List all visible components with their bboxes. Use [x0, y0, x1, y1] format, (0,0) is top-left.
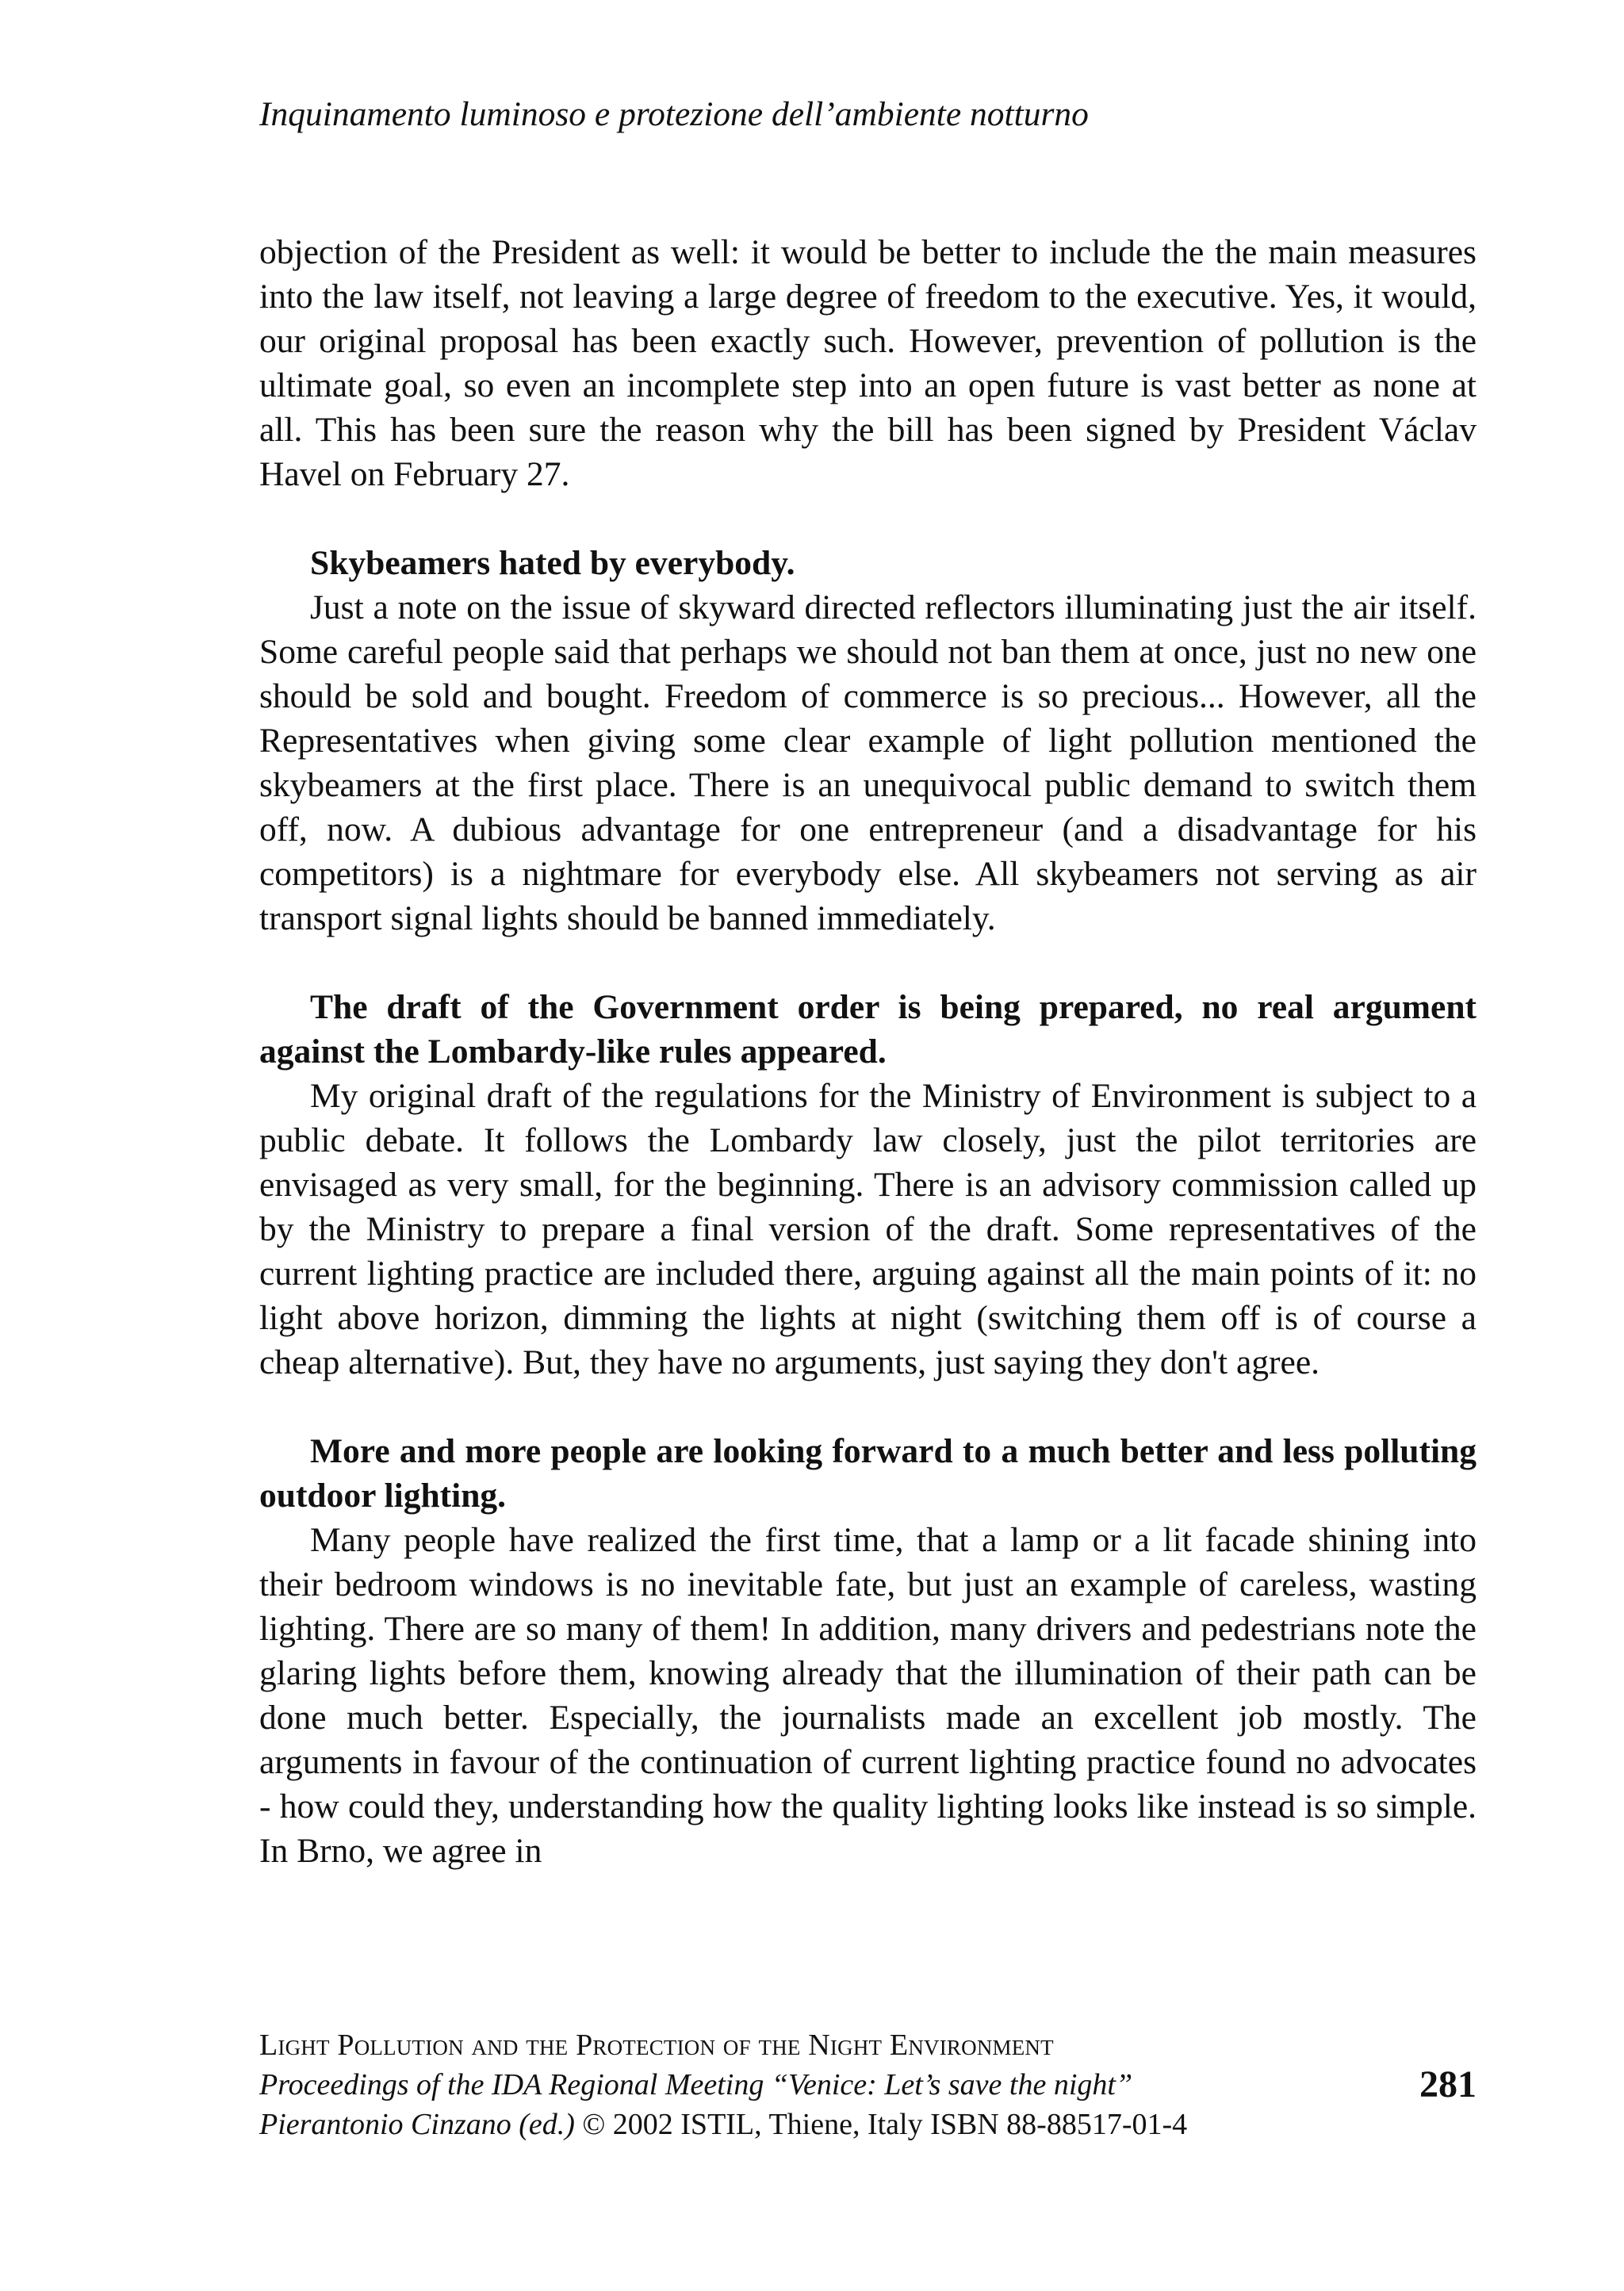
citation-line: [259, 2105, 1477, 2144]
paragraph-3: My original draft of the regulations for the Ministry of Environment is subject to a public debate. It follows the Lombardy law closely, just the pilot territories are envisaged as very small, for the beginning. There is an advisory commission called up by the Ministry to prepare a final version of the draft. Some representatives of the current lighting practice are included there, arguing against all the main points of it: no light above horizon, dimming the lights at night (switching them off is of course a cheap alternative). But, they have no arguments, just saying they don't agree.: [259, 1077, 1477, 1381]
series-title: Light Pollution and the Protection of the Night Environment: [259, 2029, 1054, 2062]
page-number: 281: [1419, 2063, 1477, 2105]
paragraph-4: Many people have realized the first time, that a lamp or a lit facade shining into their bedroom windows is no inevitable fate, but just an example of careless, wasting lighting. There are so many of them! In addition, many drivers and pedestrians note the glaring lights before them, knowing already that the illumination of their path can be done much better. Especially, the journalists made an excellent job mostly. The arguments in favour of the continuation of current lighting practice found no advocates - how could they, understanding how the quality lighting looks like instead is so simple. In Brno, we agree in: [259, 1521, 1477, 1870]
page-footer: [259, 2025, 1477, 2144]
section-heading-better-lighting: More and more people are looking forward to a much better and less polluting outdoor lighting.: [259, 1432, 1477, 1515]
paragraph-1: objection of the President as well: it would be better to include the the main measures into the law itself, not leaving a large degree of freedom to the executive. Yes, it would, our original proposal has been exactly such. However, prevention of pollution is the ultimate goal, so even an incomplete step into an open future is vast better as none at all. This has been sure the reason why the bill has been signed by President Václav Havel on February 27.: [259, 233, 1477, 493]
article-body: [259, 230, 1477, 1873]
section-heading-skybeamers: Skybeamers hated by everybody.: [310, 544, 795, 582]
copyright-isbn: © 2002 ISTIL, Thiene, Italy ISBN 88-88517-01-4: [574, 2108, 1188, 2141]
paragraph-2: Just a note on the issue of skyward directed reflectors illuminating just the air itself. Some careful people said that perhaps we should not ban them at once, just no new one should be sold and bought. Freedom of commerce is so precious... However, all the Representatives when giving some clear example of light pollution mentioned the skybeamers at the first place. There is an unequivocal public demand to switch them off, now. A dubious advantage for one entrepreneur (and a disadvantage for his competitors) is a nightmare for everybody else. All skybeamers not serving as air transport signal lights should be banned immediately.: [259, 588, 1477, 937]
proceedings-line: Proceedings of the IDA Regional Meeting “Venice: Let’s save the night”: [259, 2068, 1133, 2101]
editor-credit: Pierantonio Cinzano (ed.): [259, 2108, 575, 2141]
section-heading-government-order: The draft of the Government order is being prepared, no real argument against the Lombardy-like rules appeared.: [259, 988, 1477, 1071]
running-head: Inquinamento luminoso e protezione dell’ambiente notturno: [259, 95, 1089, 133]
